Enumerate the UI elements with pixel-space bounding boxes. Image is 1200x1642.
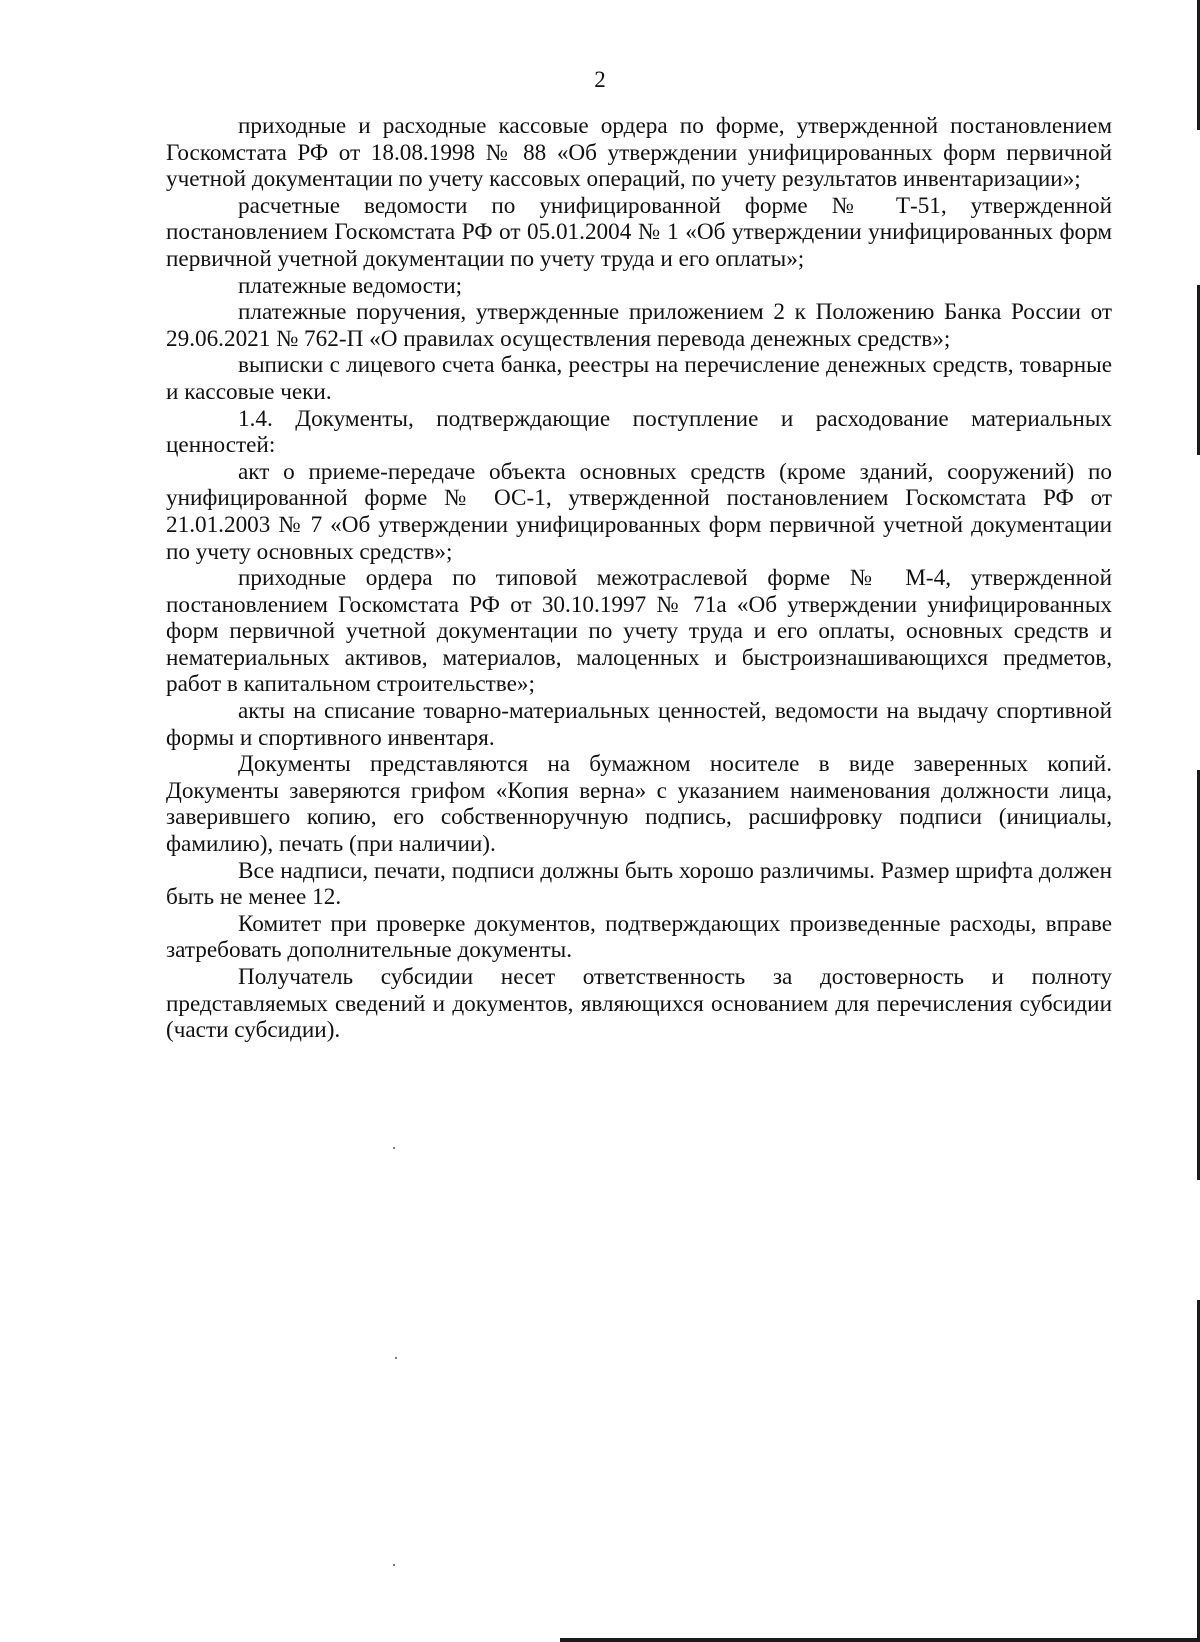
scan-speck [393, 1564, 395, 1566]
paragraph-legibility: Все надписи, печати, подписи должны быть хорошо различимы. Размер шрифта должен быть не менее 12. [166, 857, 1112, 911]
paragraph-section-1-4: 1.4. Документы, подтверждающие поступление и расходование материальных ценностей: [166, 405, 1112, 459]
paragraph-receipt-orders: приходные ордера по типовой межотраслевой форме № М-4, утвержденной постановлением Госкомстата РФ от 30.10.1997 № 71а «Об утверждении унифицированных форм первичной учетной документации по учету труда и его оплаты, основных средств и нематериальных активов, материалов, малоценных и быстроизнашивающихся предметов, работ в капитальном строительстве»; [166, 565, 1112, 698]
scan-speck [395, 1357, 397, 1359]
page-number: 2 [594, 67, 606, 92]
document-body [166, 113, 1112, 1044]
paragraph-cash-orders: приходные и расходные кассовые ордера по форме, утвержденной постановлением Госкомстата РФ от 18.08.1998 № 88 «Об утверждении унифицированных форм первичной учетной документации по учету кассовых операций, по учету результатов инвентаризации»; [166, 113, 1112, 193]
paragraph-payment-orders: платежные поручения, утвержденные приложением 2 к Положению Банка России от 29.06.2021 № 762-П «О правилах осуществления перевода денежных средств»; [166, 299, 1112, 352]
paragraph-certified-copies: Документы представляются на бумажном носителе в виде заверенных копий. Документы заверяются грифом «Копия верна» с указанием наименования должности лица, заверившего копию, его собственноручную подпись, расшифровку подписи (инициалы, фамилию), печать (при наличии). [166, 751, 1112, 858]
paragraph-committee-request: Комитет при проверке документов, подтверждающих произведенные расходы, вправе затребовать дополнительные документы. [166, 910, 1112, 964]
paragraph-fixed-assets-act: акт о приеме-передаче объекта основных средств (кроме зданий, сооружений) по унифицированной форме № ОС-1, утвержденной постановлением Госкомстата РФ от 21.01.2003 № 7 «Об утверждении унифицированных форм первичной учетной документации по учету основных средств»; [166, 458, 1112, 565]
scan-speck [393, 1147, 395, 1149]
paragraph-payment-statements: платежные ведомости; [238, 272, 463, 299]
paragraph-bank-extracts: выписки с лицевого счета банка, реестры на перечисление денежных средств, товарные и кассовые чеки. [166, 352, 1112, 405]
paragraph-recipient-responsibility: Получатель субсидии несет ответственность за достоверность и полноту представляемых сведений и документов, являющихся основанием для перечисления субсидии (части субсидии). [166, 964, 1112, 1044]
paragraph-write-off-acts: акты на списание товарно-материальных ценностей, ведомости на выдачу спортивной формы и спортивного инвентаря. [166, 698, 1112, 751]
paragraph-payroll-statements: расчетные ведомости по унифицированной форме № Т-51, утвержденной постановлением Госкомстата РФ от 05.01.2004 № 1 «Об утверждении унифицированных форм первичной учетной документации по учету труда и его оплаты»; [166, 192, 1112, 272]
scan-edge-bottom [560, 1638, 1200, 1642]
scan-edge-right [1196, 0, 1200, 1642]
